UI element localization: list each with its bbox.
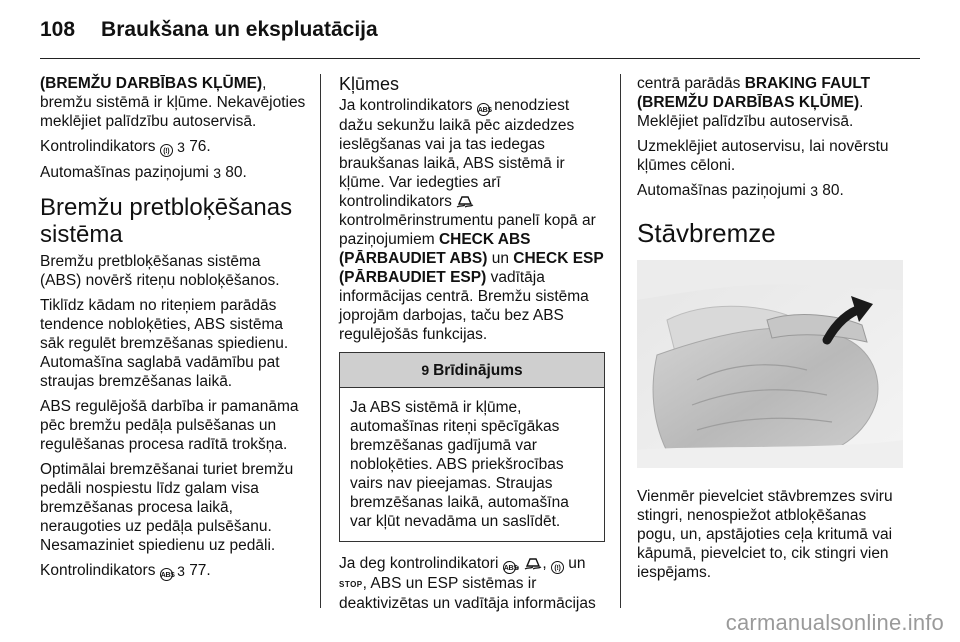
watermark: carmanualsonline.info — [725, 610, 944, 635]
stop-icon: STOP — [339, 580, 363, 589]
abs-paragraph-4: Optimālai bremzēšanai turiet bremžu pedāli nospiestu līdz galam visa bremzēšanas procesa laikā, neraugoties uz pedāļa pulsēšanu. Nesamaziniet spiedienu uz pedāli. — [40, 461, 294, 554]
warning-title: Brīdinājums — [433, 361, 523, 379]
page-ref-icon[interactable]: 3 — [810, 183, 818, 199]
faults-paragraph: Ja kontrolindikators ABS nenodziest dažu sekunžu laikā pēc aizdedzes ieslēgšanas vai ja tas iedegas braukšanas laikā, ABS sistēmā ir kļūme. Var iedegties arī kontrolindikators kontrolmērinstrumentu panelī kopā ar paziņojumiem CHECK ABS (PĀRBAUDIET ABS) un CHECK ESP (PĀRBAUDIET ESP) vadītāja informācijas centrā. Bremžu sistēma joprojām darbojas, taču bez ABS regulējošās funkcijas. — [339, 97, 604, 343]
page-number: 108 — [40, 18, 76, 41]
abs-paragraph-1: Bremžu pretbloķēšanas sistēma (ABS) novērš riteņu nobloķēšanos. — [40, 253, 280, 289]
page-header — [40, 12, 378, 48]
abs-icon: ABS — [160, 568, 173, 581]
ref-warning-light: Kontrolindikators (!) 3 76. — [40, 138, 211, 155]
warning-body: Ja ABS sistēmā ir kļūme, automašīnas riteņi spēcīgākas bremzēšanas gadījumā var nobloķēties. ABS priekšrocības vairs nav pieejamas. Straujas bremzēšanas laikā, automašīna var kļūt nevadāma un saslīdēt. — [350, 399, 569, 530]
ref-vehicle-messages: Automašīnas paziņojumi 3 80. — [40, 164, 247, 181]
parking-brake-photo — [637, 260, 903, 468]
header-divider — [40, 58, 920, 59]
brake-warning-icon: (!) — [160, 144, 173, 157]
column-divider — [320, 74, 321, 608]
intro-paragraph — [40, 74, 306, 131]
column-3 — [637, 74, 907, 588]
abs-icon: ABS — [503, 561, 516, 574]
service-paragraph: Uzmeklējiet autoservisu, lai novērstu kļūmes cēloni. — [637, 138, 889, 174]
intro-text: , bremžu sistēmā ir kļūme. Nekavējoties meklējiet palīdzību autoservisā. — [40, 75, 306, 130]
column-2 — [339, 74, 605, 619]
column-divider — [620, 74, 621, 608]
abs-paragraph-2: Tiklīdz kādam no riteņiem parādās tendence nobloķēties, ABS sistēma sāk regulēt bremzēšanas spiedienu. Automašīna saglabā vadāmību pat straujas bremzēšanas laikā. — [40, 297, 289, 390]
abs-paragraph-3: ABS regulējošā darbība ir pamanāma pēc bremžu pedāļa pulsēšanas un regulēšanas procesa radītā trokšņa. — [40, 398, 299, 453]
page-title: Braukšana un ekspluatācija — [101, 18, 378, 41]
intro-bold: (BREMŽU DARBĪBAS KĻŪME) — [40, 75, 263, 92]
warning-header — [340, 353, 604, 388]
warning-triangle-icon: 9 — [421, 362, 430, 378]
warning-box — [339, 352, 605, 542]
braking-fault-paragraph: centrā parādās BRAKING FAULT (BREMŽU DARBĪBAS KĻŪME). Meklējiet palīdzību autoservisā. — [637, 75, 871, 130]
ref-abs-light: Kontrolindikators ABS 3 77. — [40, 562, 211, 579]
esp-icon — [456, 194, 474, 208]
section-heading-faults: Kļūmes — [339, 74, 400, 94]
page-ref-icon[interactable]: 3 — [177, 563, 185, 579]
section-title-parking-brake: Stāvbremze — [637, 218, 776, 248]
ref-vehicle-messages: Automašīnas paziņojumi 3 80. — [637, 182, 844, 199]
section-title-abs: Bremžu pretbloķēšanas sistēma — [40, 194, 293, 248]
parking-brake-paragraph: Vienmēr pievelciet stāvbremzes sviru stingri, nenospiežot atbloķēšanas pogu, un, apstājoties ceļa kritumā vai kāpumā, pievelciet to, cik stingri vien iespējams. — [637, 488, 893, 581]
brake-warning-icon: (!) — [551, 561, 564, 574]
abs-icon: ABS — [477, 103, 490, 116]
page-ref-icon[interactable]: 3 — [177, 139, 185, 155]
column-1 — [40, 74, 306, 587]
page-ref-icon[interactable]: 3 — [213, 165, 221, 181]
esp-icon — [524, 556, 542, 570]
lights-paragraph: Ja deg kontrolindikatori ABS, , (!) un STOP, ABS un ESP sistēmas ir deaktivizētas un vadītāja informācijas — [339, 555, 596, 612]
